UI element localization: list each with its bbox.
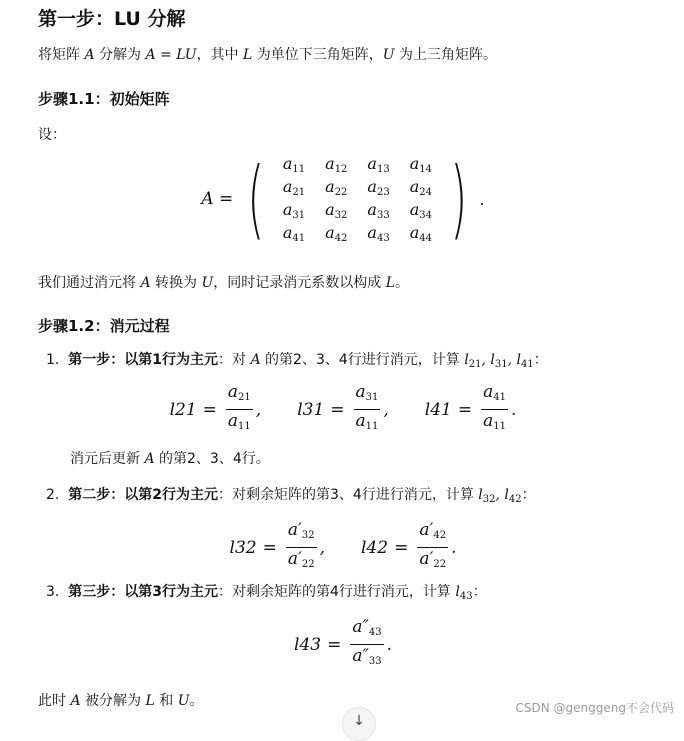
fraction <box>286 520 317 575</box>
matrix-cell: $a_{23}$ <box>367 177 390 198</box>
matrix-a <box>273 153 442 245</box>
equals-sign: = <box>394 537 409 558</box>
denominator: $a'_{22}$ <box>419 549 447 570</box>
matrix-cell: $a_{44}$ <box>409 223 432 244</box>
matrix-cell: $a_{22}$ <box>325 177 348 198</box>
formula-lhs: l21 <box>169 399 197 420</box>
matrix-cell: $a_{43}$ <box>367 223 390 244</box>
left-paren: ( <box>247 149 265 249</box>
let-label: 设： <box>38 127 66 143</box>
formula-lhs: l42 <box>361 537 389 558</box>
separator: , <box>383 399 389 420</box>
separator: , <box>319 537 325 558</box>
matrix-cell: $a_{34}$ <box>409 200 432 221</box>
fraction-equation <box>297 382 389 437</box>
after-step-1: 消元后更新 A 的第2、3、4行。 <box>70 451 270 467</box>
list-item: 3. 第三步：以第3行为主元：对剩余矩阵的第4行进行消元，计算 $l_{43}$： <box>46 584 487 602</box>
separator: , <box>255 399 262 420</box>
list-item: 1. 第一步：以第1行为主元：对 A 的第2、3、4行进行消元，计算 $l_{21}$, $l_{31}$, $l_{41}$： <box>46 352 548 370</box>
numerator: $a_{21}$ <box>226 382 253 410</box>
denominator: $a'_{22}$ <box>287 549 315 570</box>
step-1-1-heading: 步骤1.1：初始矩阵 <box>38 90 170 108</box>
separator: . <box>511 399 517 420</box>
matrix-cell: $a_{31}$ <box>282 200 306 221</box>
final-paragraph: 此时 A 被分解为 L 和 U。 <box>38 693 204 709</box>
numerator: $a_{41}$ <box>481 382 508 410</box>
denominator: $a_{11}$ <box>227 411 251 432</box>
equals-sign: = <box>330 399 345 420</box>
equals-sign: = <box>202 399 217 420</box>
arrow-down-icon: ↓ <box>353 713 365 729</box>
equals-sign: = <box>262 537 277 558</box>
denominator: $a''_{33}$ <box>352 646 382 667</box>
numerator: $a'_{42}$ <box>417 520 448 548</box>
formula-row-2 <box>38 520 648 575</box>
fraction-equation <box>294 617 392 672</box>
matrix-cell: $a_{32}$ <box>325 200 348 221</box>
fraction <box>350 617 383 672</box>
list-item: 2. 第二步：以第2行为主元：对剩余矩阵的第3、4行进行消元，计算 $l_{32}$, $l_{42}$： <box>46 487 536 505</box>
fraction <box>226 382 253 437</box>
formula-lhs: l32 <box>229 537 257 558</box>
matrix-cell: $a_{42}$ <box>325 223 348 244</box>
section-title: 第一步：LU 分解 <box>38 8 186 30</box>
matrix-cell: $a_{33}$ <box>367 200 390 221</box>
numerator: $a_{31}$ <box>354 382 381 410</box>
numerator: $a''_{43}$ <box>350 617 383 645</box>
numerator: $a'_{32}$ <box>286 520 317 548</box>
matrix-cell: $a_{11}$ <box>282 154 306 175</box>
formula-lhs: l43 <box>294 634 322 655</box>
equals-sign: = <box>327 634 342 655</box>
fraction <box>417 520 448 575</box>
step-1-2-heading: 步骤1.2：消元过程 <box>38 317 170 335</box>
matrix-cell: $a_{14}$ <box>409 154 432 175</box>
separator: . <box>451 537 457 558</box>
fraction-equation <box>425 382 517 437</box>
scroll-down-button[interactable] <box>342 707 376 741</box>
formula-lhs: l31 <box>297 399 325 420</box>
denominator: $a_{11}$ <box>483 411 506 432</box>
separator: . <box>386 634 392 655</box>
intro-paragraph: 将矩阵 A 分解为 A = LU，其中 L 为单位下三角矩阵，U 为上三角矩阵。 <box>38 47 498 63</box>
transform-paragraph: 我们通过消元将 A 转换为 U，同时记录消元系数以构成 L。 <box>38 275 410 291</box>
denominator: $a_{11}$ <box>355 411 379 432</box>
right-paren: ) <box>450 149 468 249</box>
watermark: CSDN @genggeng不会代码 <box>515 701 674 715</box>
fraction <box>354 382 381 437</box>
matrix-cell: $a_{21}$ <box>282 177 306 198</box>
matrix-cell: $a_{24}$ <box>409 177 432 198</box>
matrix-equation: A = ( $a_{11}$ $a_{12}$ $a_{13}$ $a_{14}$ $a_{21}$ $a_{22}$ $a_{23}$ $a_{24}$ $a_{31}$ $a_{32}$ $a_{33}$ $a_{34}$ $a_{41}$ $a_{42}$ $a_{43}$ $a_{44}$ ) . <box>201 149 485 249</box>
fraction-equation <box>230 520 325 575</box>
formula-row-1 <box>38 382 648 437</box>
matrix-cell: $a_{41}$ <box>282 223 306 244</box>
fraction-equation <box>361 520 456 575</box>
matrix-cell: $a_{13}$ <box>367 154 390 175</box>
fraction <box>481 382 508 437</box>
equals-sign: = <box>457 399 473 420</box>
fraction-equation <box>170 382 262 437</box>
formula-row-3 <box>38 617 648 672</box>
formula-lhs: l41 <box>424 399 452 420</box>
matrix-cell: $a_{12}$ <box>325 154 348 175</box>
